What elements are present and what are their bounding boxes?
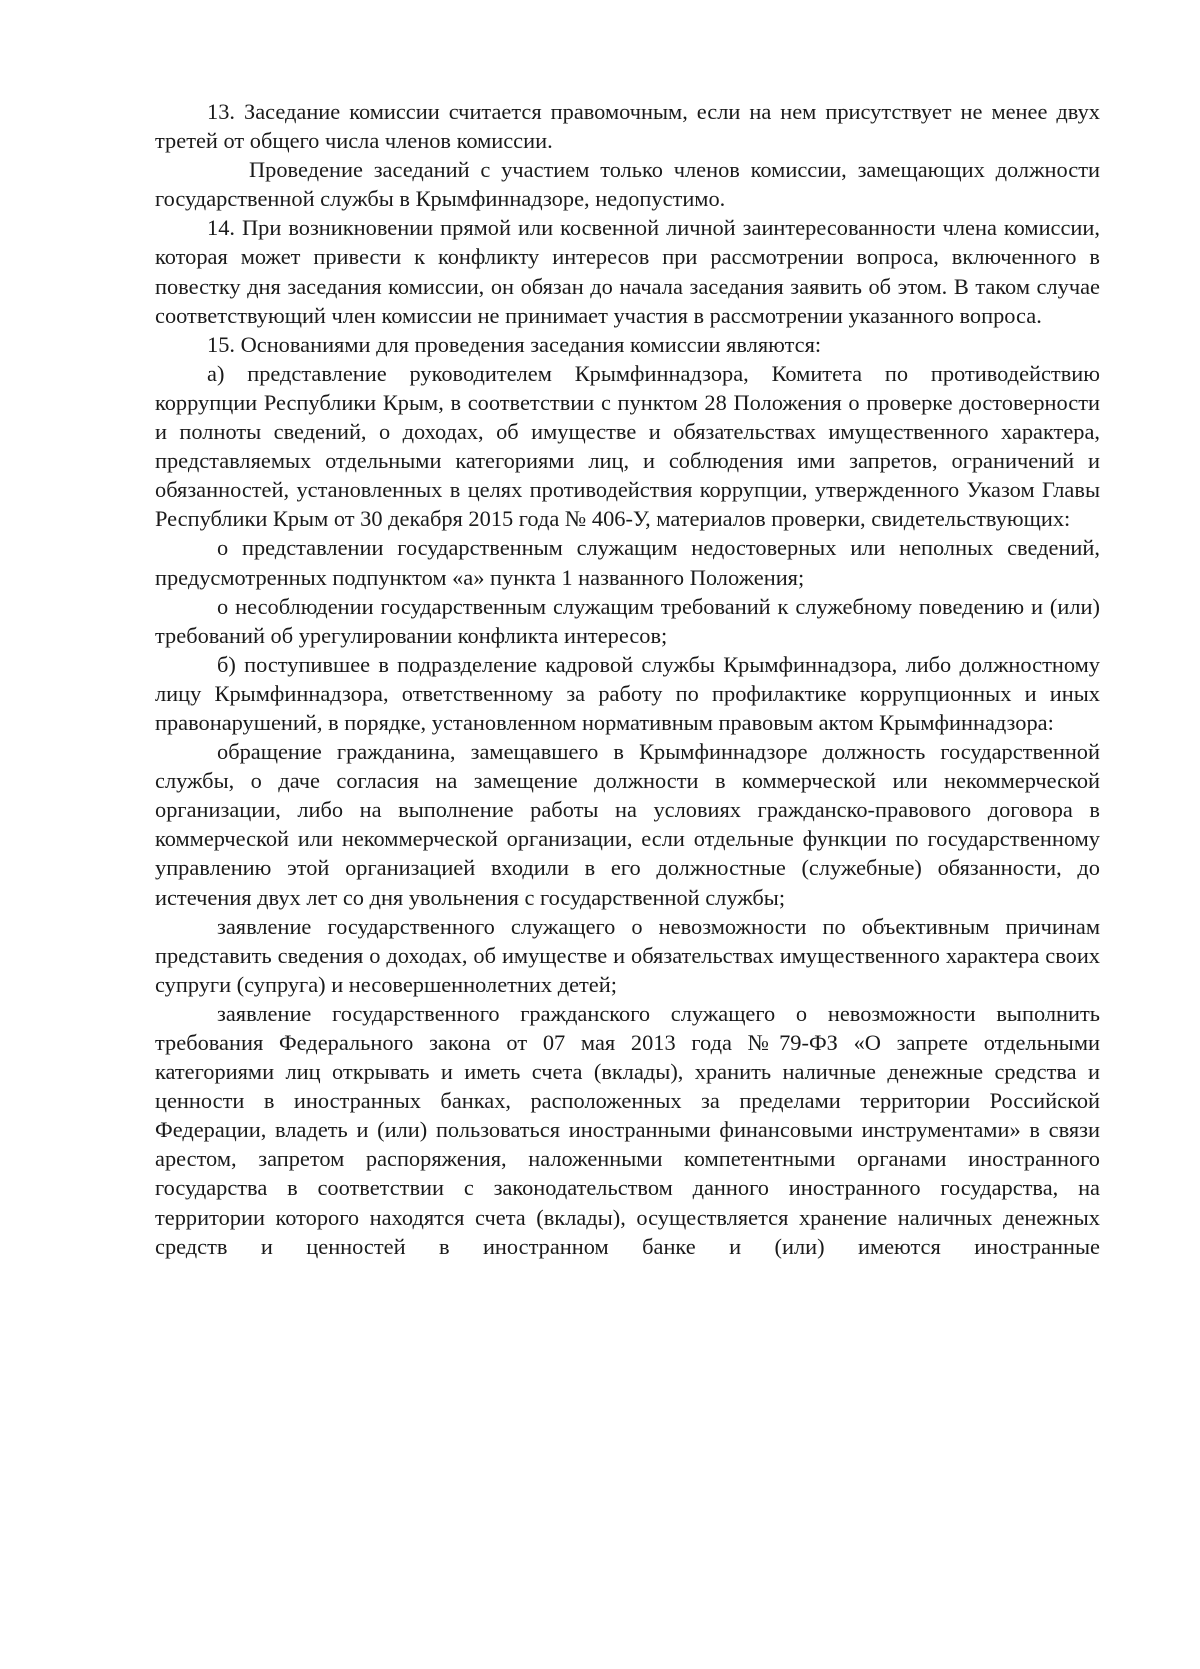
paragraph-p15a2: о несоблюдении государственным служащим требований к служебному поведению и (или) требований об урегулировании конфликта интересов; xyxy=(155,593,1100,648)
document-page xyxy=(155,97,1100,1261)
paragraph-p15b: б) поступившее в подразделение кадровой службы Крымфиннадзора, либо должностному лицу Крымфиннадзора, ответственному за работу по профилактике коррупционных и иных правонарушений, в порядке, установленном нормативным правовым актом Крымфиннадзора: xyxy=(155,651,1100,735)
paragraph-p15b1: обращение гражданина, замещавшего в Крымфиннадзоре должность государственной службы, о даче согласия на замещение должности в коммерческой или некоммерческой организации, либо на выполнение работы на условиях гражданско-правового договора в коммерческой или некоммерческой организации, если отдельные функции по государственному управлению этой организацией входили в его должностные (служебные) обязанности, до истечения двух лет со дня увольнения с государственной службы; xyxy=(155,739,1100,910)
paragraph-p15a1: о представлении государственным служащим недостоверных или неполных сведений, предусмотренных подпунктом «а» пункта 1 названного Положения; xyxy=(155,535,1100,590)
paragraph-p15b2: заявление государственного служащего о невозможности по объективным причинам представить сведения о доходах, об имуществе и обязательствах имущественного характера своих супруги (супруга) и несовершеннолетних детей; xyxy=(155,913,1100,997)
paragraph-p15: 15. Основаниями для проведения заседания комиссии являются: xyxy=(207,331,822,357)
paragraph-p13: 13. Заседание комиссии считается правомочным, если на нем присутствует не менее двух третей от общего числа членов комиссии. xyxy=(155,99,1100,154)
paragraph-p14: 14. При возникновении прямой или косвенной личной заинтересованности члена комиссии, которая может привести к конфликту интересов при рассмотрении вопроса, включенного в повестку дня заседания комиссии, он обязан до начала заседания заявить об этом. В таком случае соответствующий член комиссии не принимает участия в рассмотрении указанного вопроса. xyxy=(155,215,1100,328)
paragraph-p15a: а) представление руководителем Крымфиннадзора, Комитета по противодействию коррупции Республики Крым, в соответствии с пунктом 28 Положения о проверке достоверности и полноты сведений, о доходах, об имуществе и обязательствах имущественного характера, представляемых отдельными категориями лиц, и соблюдения ими запретов, ограничений и обязанностей, установленных в целях противодействия коррупции, утвержденного Указом Главы Республики Крым от 30 декабря 2015 года № 406-У, материалов проверки, свидетельствующих: xyxy=(155,360,1100,532)
paragraph-p13b: Проведение заседаний с участием только членов комиссии, замещающих должности государственной службы в Крымфиннадзоре, недопустимо. xyxy=(155,157,1100,212)
paragraph-p15b3: заявление государственного гражданского служащего о невозможности выполнить требования Федерального закона от 07 мая 2013 года №79-ФЗ «О запрете отдельными категориями лиц открывать и иметь счета (вклады), хранить наличные денежные средства и ценности в иностранных банках, расположенных за пределами территории Российской Федерации, владеть и (или) пользоваться иностранными финансовыми инструментами» в связи арестом, запретом распоряжения, наложенными компетентными органами иностранного государства в соответствии с законодательством данного иностранного государства, на территории которого находятся счета (вклады), осуществляется хранение наличных денежных средств и ценностей в иностранном банке и (или) имеются иностранные xyxy=(155,1000,1100,1259)
